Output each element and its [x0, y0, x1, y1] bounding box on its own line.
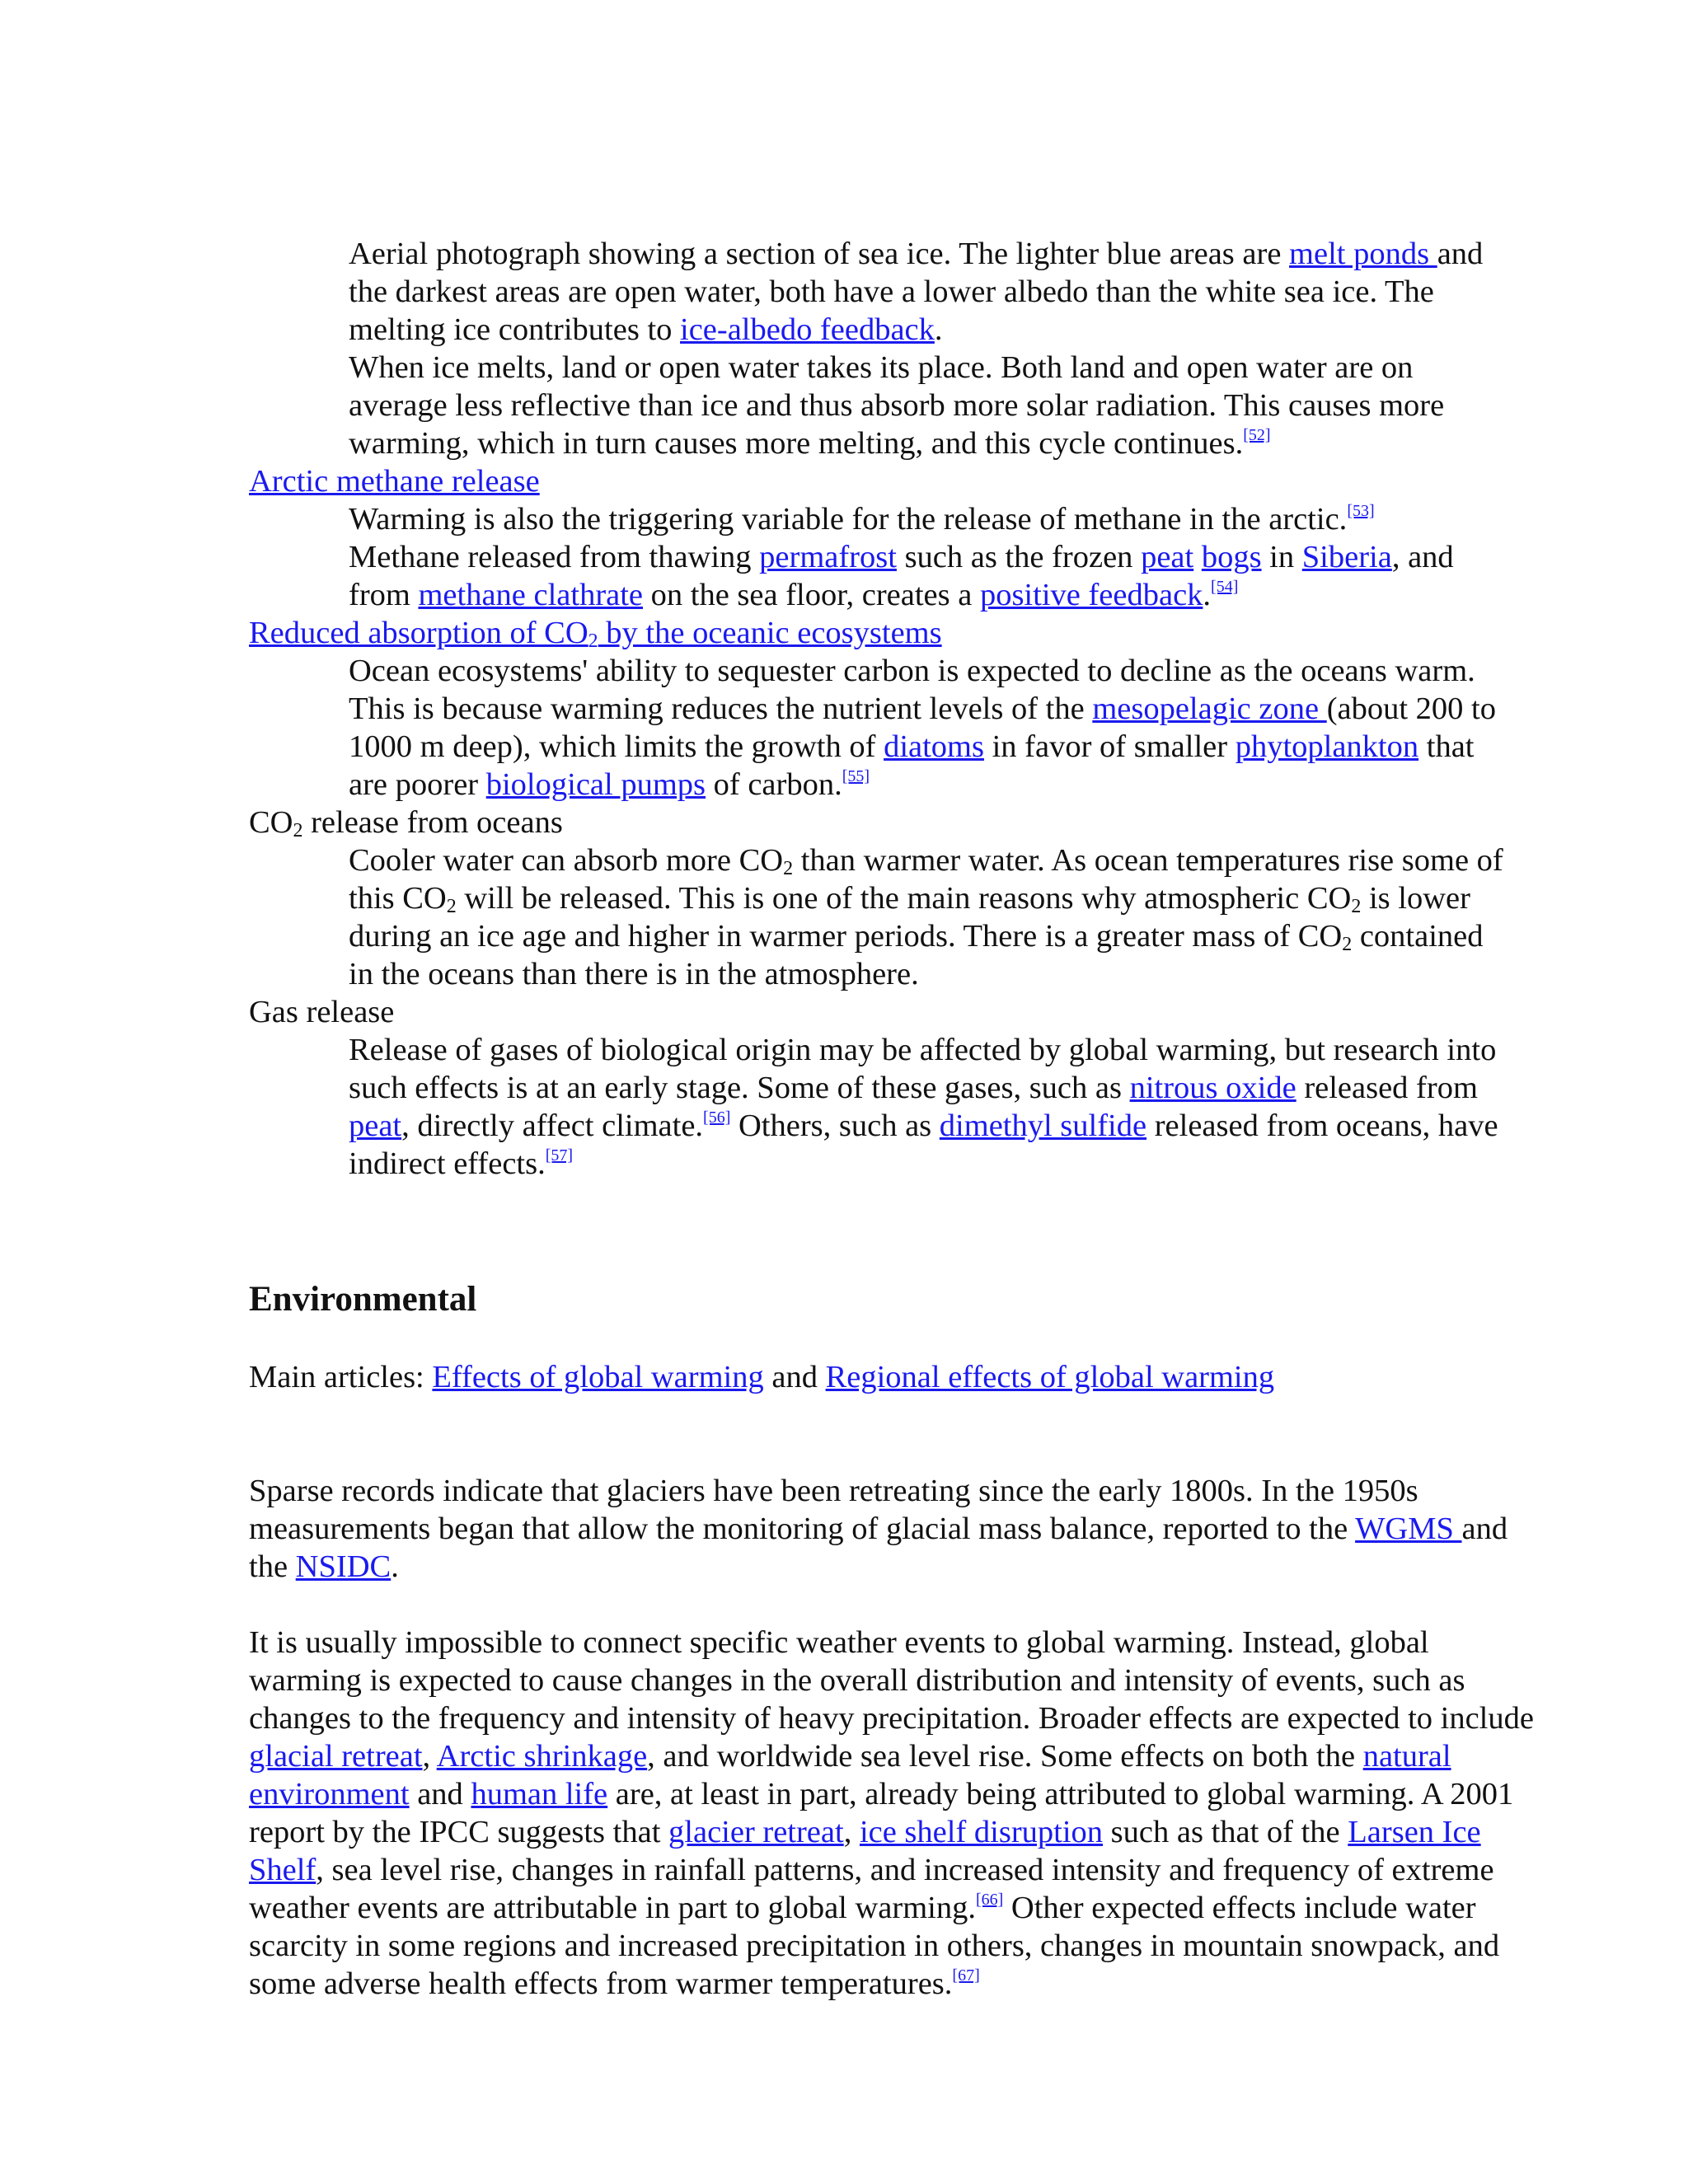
link-dimethyl-sulfide[interactable]: dimethyl sulfide: [939, 1108, 1147, 1143]
definition-text: .: [1203, 578, 1212, 612]
link-glacier-retreat[interactable]: glacier retreat: [668, 1815, 844, 1849]
link-arctic-shrinkage[interactable]: Arctic shrinkage: [436, 1739, 648, 1774]
section-heading-environmental: Environmental: [249, 1280, 477, 1319]
gas-release-definition: [349, 1031, 1511, 1183]
link-bogs[interactable]: bogs: [1201, 540, 1262, 574]
caption-text: .: [934, 312, 943, 347]
paragraph-text: Other expected effects include water scarcity in some regions and increased precipitation in others, changes in mountain snowpack, and some adverse health effects from warmer temperatures.: [249, 1891, 1500, 2001]
definition-text: on the sea floor, creates a: [643, 578, 980, 612]
link-peat[interactable]: peat: [349, 1108, 402, 1143]
caption-text: Aerial photograph showing a section of sea ice. The lighter blue areas are: [349, 237, 1290, 271]
definition-text: of carbon.: [706, 767, 842, 802]
link-reduced-co2-absorption[interactable]: [249, 616, 942, 650]
subscript: 2: [588, 630, 598, 652]
definition-text: in favor of smaller: [983, 729, 1236, 764]
definition-text: that are poorer: [349, 729, 1475, 802]
definition-text: When ice melts, land or open water takes its place. Both land and open water are on average less reflective than ice and thus absorb more solar radiation. This causes more warming, which in turn causes more melting, and this cycle continues.: [349, 350, 1445, 461]
definition-text: is lower during an ice age and higher in warmer periods. There is a greater mass of CO: [349, 881, 1470, 954]
citation-55[interactable]: [55]: [842, 767, 870, 785]
term-text: release from oceans: [302, 805, 563, 840]
subscript: 2: [1342, 934, 1353, 955]
paragraph-text: ,: [843, 1815, 860, 1849]
definition-text: Warming is also the triggering variable for the release of methane in the arctic.: [349, 502, 1348, 537]
main-articles-prefix: Main articles:: [249, 1360, 433, 1394]
link-peat[interactable]: peat: [1141, 540, 1194, 574]
definition-text: Ocean ecosystems' ability to sequester carbon is expected to decline as the oceans warm. This is because warming reduces the nutrient levels of the: [349, 654, 1475, 726]
link-phytoplankton[interactable]: phytoplankton: [1235, 729, 1419, 764]
main-articles-note: [249, 1358, 1535, 1396]
subscript: 2: [446, 896, 457, 917]
link-effects-of-global-warming[interactable]: Effects of global warming: [432, 1360, 764, 1394]
definition-text: Release of gases of biological origin may be affected by global warming, but research into such effects is at an early stage. Some of these gases, such as: [349, 1033, 1497, 1105]
methane-definition-1: [349, 500, 1511, 538]
link-ice-albedo-feedback[interactable]: ice-albedo feedback: [680, 312, 935, 347]
citation-57[interactable]: [57]: [545, 1146, 574, 1165]
main-articles-text: and: [763, 1360, 826, 1394]
subscript: 2: [293, 820, 303, 841]
definition-text: released from oceans, have indirect effects.: [349, 1108, 1498, 1181]
caption-text: and the darkest areas are open water, both have a lower albedo than the white sea ice. The melting ice contributes to: [349, 237, 1484, 347]
definition-text: will be released. This is one of the main reasons why atmospheric CO: [456, 881, 1352, 916]
link-methane-clathrate[interactable]: methane clathrate: [418, 578, 644, 612]
citation-66[interactable]: [66]: [975, 1891, 1004, 1909]
link-biological-pumps[interactable]: biological pumps: [485, 767, 706, 802]
paragraph-glacier-records: [249, 1472, 1535, 1586]
paragraph-text: .: [391, 1549, 399, 1584]
paragraph-weather-events: [249, 1624, 1535, 2003]
link-regional-effects-of-global-warming[interactable]: Regional effects of global warming: [825, 1360, 1275, 1394]
link-diatoms[interactable]: diatoms: [884, 729, 984, 764]
term-co2-release-from-oceans: [249, 804, 1535, 841]
link-siberia[interactable]: Siberia: [1301, 540, 1392, 574]
term-gas-release: Gas release: [249, 995, 395, 1029]
document-page: [249, 235, 1535, 2003]
albedo-definition: [349, 349, 1511, 462]
link-ice-shelf-disruption[interactable]: ice shelf disruption: [859, 1815, 1104, 1849]
paragraph-text: and the: [249, 1511, 1508, 1584]
citation-52[interactable]: [52]: [1243, 426, 1271, 444]
paragraph-text: such as that of the: [1103, 1815, 1348, 1849]
term-text: by the oceanic ecosystems: [598, 616, 942, 650]
albedo-image-caption: [349, 235, 1511, 349]
link-glacial-retreat[interactable]: glacial retreat: [249, 1739, 423, 1774]
link-wgms[interactable]: WGMS: [1355, 1511, 1462, 1546]
term-text: CO: [249, 805, 293, 840]
citation-67[interactable]: [67]: [952, 1966, 980, 1985]
subscript: 2: [1351, 896, 1362, 917]
paragraph-text: It is usually impossible to connect specific weather events to global warming. Instead, global warming is expected to cause changes in the overall distribution and intensity of events, such as changes to the frequency and intensity of heavy precipitation. Broader effects are expected to include: [249, 1625, 1534, 1736]
co2-release-definition: [349, 841, 1511, 993]
citation-56[interactable]: [56]: [703, 1108, 731, 1127]
definition-text: contained in the oceans than there is in the atmosphere.: [349, 919, 1484, 991]
link-nitrous-oxide[interactable]: nitrous oxide: [1129, 1071, 1296, 1105]
term-text: Reduced absorption of CO: [249, 616, 588, 650]
paragraph-text: are, at least in part, already being attributed to global warming. A 2001 report by the IPCC suggests that: [249, 1777, 1514, 1849]
term-reduced-co2-absorption: [249, 614, 1535, 652]
definition-text: than warmer water. As ocean temperatures rise some of this CO: [349, 843, 1503, 916]
paragraph-text: ,: [422, 1739, 437, 1774]
paragraph-text: Sparse records indicate that glaciers have been retreating since the early 1800s. In the 1950s measurements began that allow the monitoring of glacial mass balance, reported to the: [249, 1474, 1418, 1546]
definition-text: Others, such as: [730, 1108, 940, 1143]
link-larsen-ice-shelf[interactable]: Larsen Ice Shelf: [249, 1815, 1481, 1887]
definition-text: [1193, 540, 1202, 574]
definition-text: Cooler water can absorb more CO: [349, 843, 784, 878]
citation-54[interactable]: [54]: [1211, 578, 1239, 596]
definition-text: , and from: [349, 540, 1454, 612]
link-mesopelagic-zone[interactable]: mesopelagic zone: [1092, 691, 1327, 726]
definition-text: Methane released from thawing: [349, 540, 760, 574]
methane-definition-2: [349, 538, 1511, 614]
subscript: 2: [783, 858, 794, 879]
link-permafrost[interactable]: permafrost: [759, 540, 897, 574]
paragraph-text: , and worldwide sea level rise. Some effects on both the: [647, 1739, 1363, 1774]
link-natural-environment[interactable]: natural environment: [249, 1739, 1451, 1811]
paragraph-text: , sea level rise, changes in rainfall patterns, and increased intensity and frequency of extreme weather events are attributable in part to global warming.: [249, 1853, 1494, 1925]
definition-text: in: [1261, 540, 1302, 574]
citation-53[interactable]: [53]: [1347, 502, 1375, 520]
term-arctic-methane-release: [249, 462, 1535, 500]
definition-text: , directly affect climate.: [401, 1108, 704, 1143]
definition-text: released from: [1296, 1071, 1478, 1105]
definition-text: such as the frozen: [896, 540, 1142, 574]
link-human-life[interactable]: human life: [471, 1777, 608, 1811]
paragraph-text: and: [409, 1777, 471, 1811]
link-melt-ponds[interactable]: melt ponds: [1289, 237, 1437, 271]
ocean-absorption-definition: [349, 652, 1511, 804]
link-arctic-methane-release[interactable]: Arctic methane release: [249, 464, 540, 499]
link-nsidc[interactable]: NSIDC: [295, 1549, 392, 1584]
definition-text: (about 200 to 1000 m deep), which limits the growth of: [349, 691, 1496, 764]
link-positive-feedback[interactable]: positive feedback: [979, 578, 1203, 612]
